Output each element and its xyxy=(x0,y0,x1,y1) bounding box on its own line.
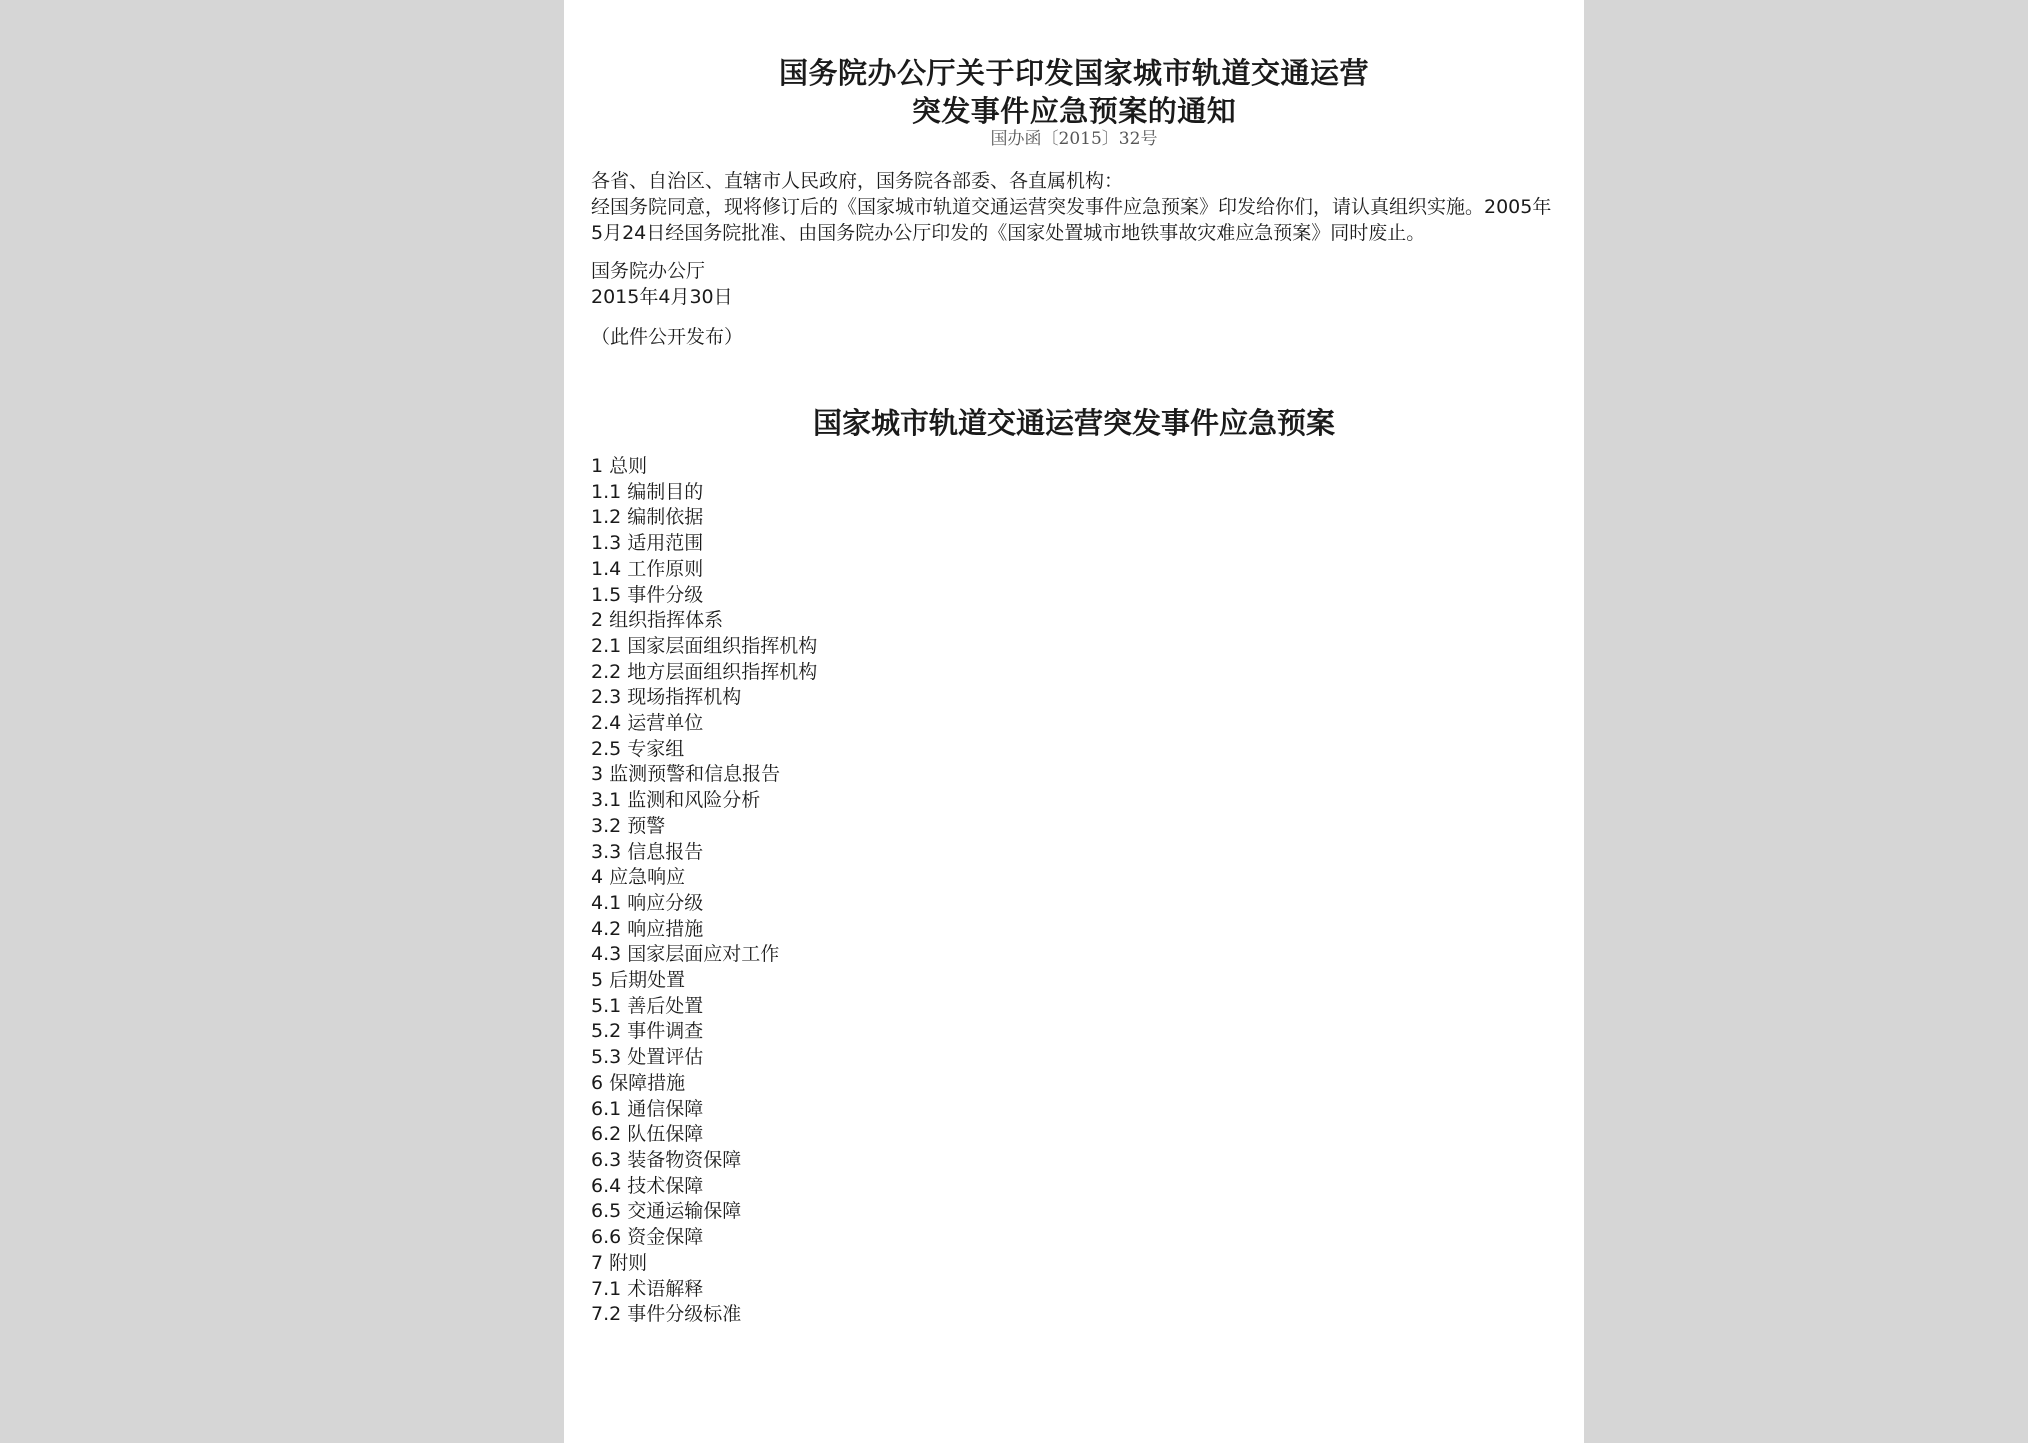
toc-item: 2 组织指挥体系 xyxy=(591,609,724,632)
issue-date: 2015年4月30日 xyxy=(591,286,733,308)
toc-item: 5.1 善后处置 xyxy=(591,994,704,1017)
signature-block xyxy=(591,258,1557,310)
toc-item: 1.2 编制依据 xyxy=(591,506,704,529)
publish-note: （此件公开发布） xyxy=(591,326,744,348)
toc-item: 4.2 响应措施 xyxy=(591,917,704,940)
toc-item: 6.5 交通运输保障 xyxy=(591,1200,742,1223)
toc-item: 7.2 事件分级标准 xyxy=(591,1303,742,1326)
toc-item: 6.2 队伍保障 xyxy=(591,1123,704,1146)
issuer: 国务院办公厅 xyxy=(591,260,706,282)
notice-title-line-2: 突发事件应急预案的通知 xyxy=(911,94,1237,128)
toc-item: 1.1 编制目的 xyxy=(591,480,704,503)
notice-title xyxy=(591,54,1557,130)
toc-item: 2.2 地方层面组织指挥机构 xyxy=(591,660,818,683)
toc-item: 5 后期处置 xyxy=(591,969,686,992)
toc-item: 3.2 预警 xyxy=(591,814,666,837)
toc-item: 1 总则 xyxy=(591,455,648,477)
notice-title-line-1: 国务院办公厅关于印发国家城市轨道交通运营 xyxy=(778,56,1369,90)
toc-item: 5.2 事件调查 xyxy=(591,1020,704,1043)
toc-item: 6.6 资金保障 xyxy=(591,1226,704,1249)
toc-item: 7.1 术语解释 xyxy=(591,1277,704,1300)
toc-item: 2.4 运营单位 xyxy=(591,712,704,735)
plan-title: 国家城市轨道交通运营突发事件应急预案 xyxy=(812,406,1335,440)
toc-item: 4.1 响应分级 xyxy=(591,891,704,914)
table-of-contents xyxy=(591,454,1557,1328)
toc-item: 2.1 国家层面组织指挥机构 xyxy=(591,634,818,657)
toc-item: 2.3 现场指挥机构 xyxy=(591,686,742,709)
toc-item: 6.3 装备物资保障 xyxy=(591,1148,742,1171)
toc-item: 4 应急响应 xyxy=(591,866,686,889)
greeting-line: 各省、自治区、直辖市人民政府，国务院各部委、各直属机构： xyxy=(591,170,1124,192)
toc-item: 3.1 监测和风险分析 xyxy=(591,789,761,812)
toc-item: 1.3 适用范围 xyxy=(591,532,704,555)
toc-item: 6.4 技术保障 xyxy=(591,1174,704,1197)
toc-item: 5.3 处置评估 xyxy=(591,1046,704,1069)
toc-item: 4.3 国家层面应对工作 xyxy=(591,943,780,966)
toc-item: 1.5 事件分级 xyxy=(591,583,704,606)
document-content xyxy=(591,0,1557,1328)
toc-item: 6.1 通信保障 xyxy=(591,1097,704,1120)
toc-item: 1.4 工作原则 xyxy=(591,557,704,580)
toc-item: 3.3 信息报告 xyxy=(591,840,704,863)
toc-item: 2.5 专家组 xyxy=(591,737,685,760)
toc-item: 6 保障措施 xyxy=(591,1071,686,1094)
document-page xyxy=(564,0,1584,1443)
document-number: 国办函〔2015〕32号 xyxy=(990,129,1158,149)
notice-body: 经国务院同意，现将修订后的《国家城市轨道交通运营突发事件应急预案》印发给你们，请认真组织实施。2005年5月24日经国务院批准、由国务院办公厅印发的《国家处置城市地铁事故灾难应急预案》同时废止。 xyxy=(591,196,1552,244)
toc-item: 7 附则 xyxy=(591,1251,648,1274)
toc-item: 3 监测预警和信息报告 xyxy=(591,763,781,786)
